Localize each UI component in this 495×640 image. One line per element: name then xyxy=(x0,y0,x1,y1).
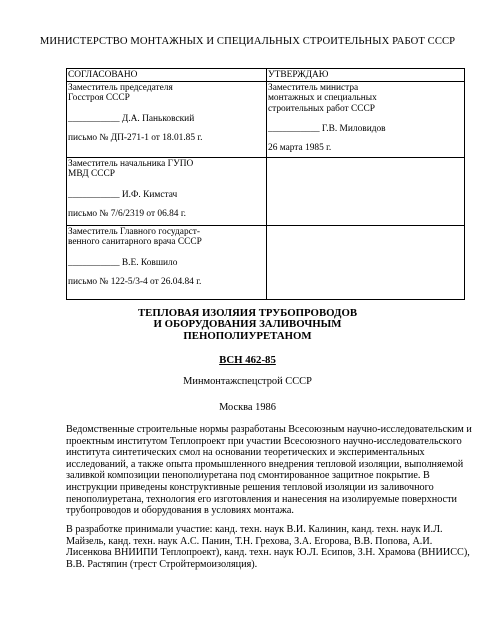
empty-cell xyxy=(267,158,465,226)
ministry-header: МИНИСТЕРСТВО МОНТАЖНЫХ И СПЕЦИАЛЬНЫХ СТРОИТЕЛЬНЫХ РАБОТ СССР xyxy=(39,36,456,47)
approvals-row xyxy=(67,158,465,226)
description-paragraph xyxy=(66,424,472,517)
letter-reference: письмо № 7/6/2319 от 06.84 г. xyxy=(68,208,186,219)
title-line: ПЕНОПОЛИУРЕТАНОМ xyxy=(183,329,312,342)
agreed-block-gupo xyxy=(67,158,267,226)
title-line: ТЕПЛОВАЯ ИЗОЛЯИЯ ТРУБОПРОВОДОВ xyxy=(137,307,358,319)
paragraph-line: инструкции приведены конструктивные решения тепловой изоляции из заливочного xyxy=(66,481,434,493)
paragraph-line: трубопроводов и оборудования в условиях монтажа. xyxy=(66,505,294,517)
paragraph-line: исследований, а также опыта промышленного внедрения тепловой изоляции, выполняемой xyxy=(66,458,464,470)
agreed-block-sanitary xyxy=(67,226,267,300)
signature-line: ___________ В.Е. Ковшило xyxy=(68,257,178,268)
paragraph-line: В.В. Растяпин (трест Стройтермоизоляция). xyxy=(66,558,258,570)
signature-line: ___________ Г.В. Миловидов xyxy=(268,123,386,134)
agreed-position-line: Заместитель Главного государст- xyxy=(68,227,201,237)
paragraph-line: Майзель, канд. техн. наук А.С. Панин, Т.Н. Грехова, З.А. Егорова, В.В. Попова, А.И. xyxy=(66,535,433,547)
paragraph-line: Ведомственные строительные нормы разработаны Всесоюзным научно-исследовательским и xyxy=(66,424,472,435)
approvals-header-row xyxy=(67,69,465,82)
agreed-block-gosstroy xyxy=(67,82,267,158)
signature-line: ___________ Д.А. Паньковский xyxy=(68,113,195,124)
agreed-organization-line: МВД СССР xyxy=(68,169,115,180)
approval-date: 26 марта 1985 г. xyxy=(268,143,332,154)
agreed-position-line: Заместитель начальника ГУПО xyxy=(68,159,194,169)
approved-header: УТВЕРЖДАЮ xyxy=(267,69,465,82)
paragraph-line: проектным институтом Теплопроект при участии Всесоюзного научно-исследовательского xyxy=(66,435,462,447)
document-title xyxy=(0,308,495,342)
agreed-organization-line: Госстроя СССР xyxy=(68,93,130,104)
letter-reference: письмо № ДП-271-1 от 18.01.85 г. xyxy=(68,132,203,143)
approvals-row xyxy=(67,82,465,158)
paragraph-line: Лисенкова ВНИИПИ Теплопроект), канд. техн. наук Ю.Л. Есипов, З.Н. Храмова (ВНИИСС), xyxy=(66,547,470,559)
agreed-organization-line: венного санитарного врача СССР xyxy=(68,237,202,248)
paragraph-line: В разработке принимали участие: канд. техн. наук В.И. Калинин, канд. техн. наук И.Л. xyxy=(66,524,443,535)
approved-position-line: Заместитель министра xyxy=(268,83,359,93)
document-code-text: ВСН 462-85 xyxy=(219,354,276,366)
document-code xyxy=(0,354,495,366)
empty-cell xyxy=(267,226,465,300)
approvals-row xyxy=(67,226,465,300)
title-line: И ОБОРУДОВАНИЯ ЗАЛИВОЧНЫМ xyxy=(153,318,342,331)
paragraph-line: заливкой композиции пенополиуретана под смонтированное защитное покрытие. В xyxy=(66,470,430,482)
paragraph-line: института синтетических смол на основании теоретических и экспериментальных xyxy=(66,447,425,459)
signature-line: ___________ И.Ф. Кимстач xyxy=(68,189,178,200)
agreed-position-line: Заместитель председателя xyxy=(68,83,173,93)
agreed-header: СОГЛАСОВАНО xyxy=(67,69,267,82)
contributors-paragraph xyxy=(66,524,470,570)
letter-reference: письмо № 122-5/3-4 от 26.04.84 г. xyxy=(68,276,202,287)
approved-block-minister xyxy=(267,82,465,158)
paragraph-line: пенополиуретана, технология его изготовления и нанесения на изолируемые поверхности xyxy=(66,493,457,505)
approved-position-line: монтажных и специальных xyxy=(268,93,377,104)
publisher: Минмонтажспецстрой СССР xyxy=(183,376,312,387)
place-year: Москва 1986 xyxy=(219,402,276,413)
approvals-table xyxy=(66,68,465,300)
approved-position-line: строительных работ СССР xyxy=(268,103,375,114)
